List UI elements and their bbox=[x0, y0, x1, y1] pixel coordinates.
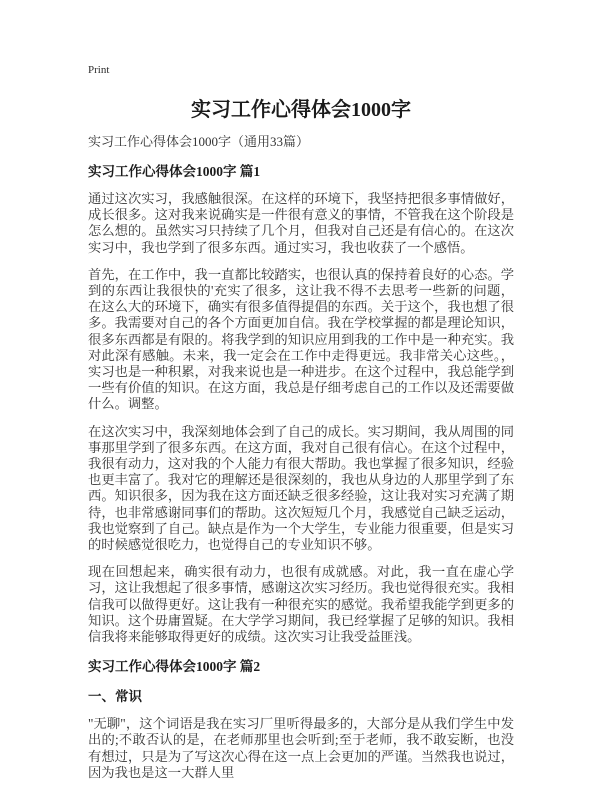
section-1-paragraph-3: 在这次实习中，我深刻地体会到了自己的成长。实习期间，我从周围的同事那里学到了很多东西。在这方面，我对自己很有信心。在这个过程中，我很有动力，这对我的个人能力有很大帮助。我也掌握了很多知识，经验也更丰富了。我对它的理解还是很深刻的，我也从身边的人那里学到了东西。知识很多，因为我在这方面还缺乏很多经验，这让我对实习充满了期待，也非常感谢同事们的帮助。这次短短几个月，我感觉自己缺乏运动，我也觉察到了自己。缺点是作为一个大学生，专业能力很重要，但是实习的时候感觉很吃力，也觉得自己的专业知识不够。 bbox=[88, 423, 514, 553]
print-button[interactable]: Print bbox=[88, 64, 110, 76]
section-2-subheading: 一、常识 bbox=[88, 689, 142, 705]
section-1-paragraph-2: 首先，在工作中，我一直都比较踏实，也很认真的保持着良好的心态。学到的东西让我很快的'充实了很多，这让我不得不去思考一些新的问题，在这么大的环境下，确实有很多值得提倡的东西。关于这个，我也想了很多。我需要对自己的各个方面更加自信。我在学校掌握的都是理论知识，很多东西都是有限的。将我学到的知识应用到我的工作中是一种充实。我对此深有感触。未来，我一定会在工作中走得更远。我非常关心这些。，实习也是一种积累，对我来说也是一种进步。在这个过程中，我总能学到一些有价值的知识。在这方面，我总是仔细考虑自己的工作以及还需要做什么。调整。 bbox=[88, 266, 514, 412]
section-1-paragraph-4: 现在回想起来，确实很有动力，也很有成就感。对此，我一直在虚心学习，这让我想起了很多事情，感谢这次实习经历。我也觉得很充实。我相信我可以做得更好。这让我有一种很充实的感觉。我希望我能学到更多的知识。这个毋庸置疑。在大学学习期间，我已经掌握了足够的知识。我相信我将来能够取得更好的成绩。这次实习让我受益匪浅。 bbox=[88, 564, 514, 645]
document-subtitle: 实习工作心得体会1000字（通用33篇） bbox=[88, 134, 310, 149]
section-2-paragraph-1: "无聊"，这个词语是我在实习厂里听得最多的，大部分是从我们学生中发出的;不敢否认的是，在老师那里也会听到;至于老师，我不敢妄断，也没有想过，只是为了写这次心得在这一点上会更加的严谨。当然我也说过，因为我也是这一大群人里 bbox=[88, 716, 514, 780]
document-page bbox=[88, 0, 514, 792]
section-2-heading: 实习工作心得体会1000字 篇2 bbox=[88, 659, 261, 675]
section-1-heading: 实习工作心得体会1000字 篇1 bbox=[88, 164, 261, 179]
page-title: 实习工作心得体会1000字 bbox=[191, 99, 411, 121]
section-1-paragraph-1: 通过这次实习，我感触很深。在这样的环境下，我坚持把很多事情做好，成长很多。这对我来说确实是一件很有意义的事情，不管我在这个阶段是怎么想的。虽然实习只持续了几个月，但我对自己还是有信心的。在这次实习中，我也学到了很多东西。通过实习，我也收获了一个感悟。 bbox=[88, 191, 514, 255]
